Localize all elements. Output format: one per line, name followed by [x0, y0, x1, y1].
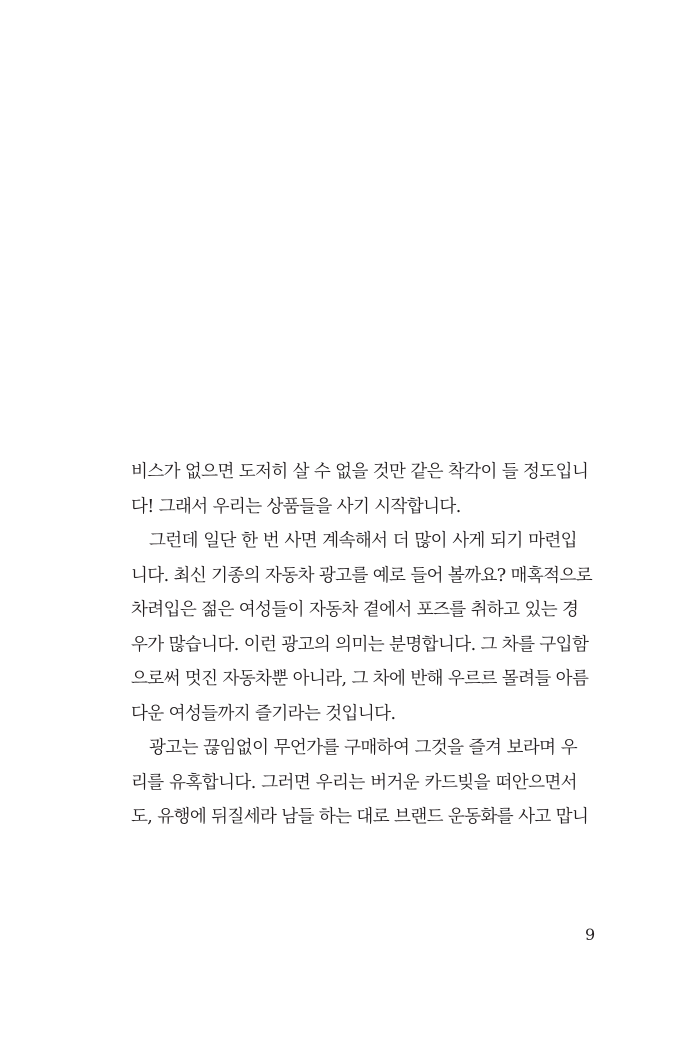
text-line: 다운 여성들까지 즐기라는 것입니다.	[131, 703, 396, 724]
body-text	[131, 455, 593, 835]
text-line: 다! 그래서 우리는 상품들을 사기 시작합니다.	[131, 496, 461, 517]
text-line: 비스가 없으면 도저히 살 수 없을 것만 같은 착각이 들 정도입니	[131, 462, 589, 482]
text-line: 으로써 멋진 자동차뿐 아니라, 그 차에 반해 우르르 몰려들 아름	[131, 669, 589, 689]
text-line: 광고는 끊임없이 무언가를 구매하여 그것을 즐겨 보라며 우	[149, 738, 577, 758]
page-number: 9	[585, 925, 596, 944]
text-line: 니다. 최신 기종의 자동차 광고를 예로 들어 볼까요? 매혹적으로	[131, 565, 593, 586]
text-line: 차려입은 젊은 여성들이 자동차 곁에서 포즈를 취하고 있는 경	[131, 600, 579, 620]
text-line: 도, 유행에 뒤질세라 남들 하는 대로 브랜드 운동화를 사고 맙니	[131, 807, 589, 827]
text-line: 그런데 일단 한 번 사면 계속해서 더 많이 사게 되기 마련입	[149, 531, 577, 551]
text-line: 우가 많습니다. 이런 광고의 의미는 분명합니다. 그 차를 구입함	[131, 634, 589, 655]
text-line: 리를 유혹합니다. 그러면 우리는 버거운 카드빚을 떠안으면서	[131, 772, 577, 793]
